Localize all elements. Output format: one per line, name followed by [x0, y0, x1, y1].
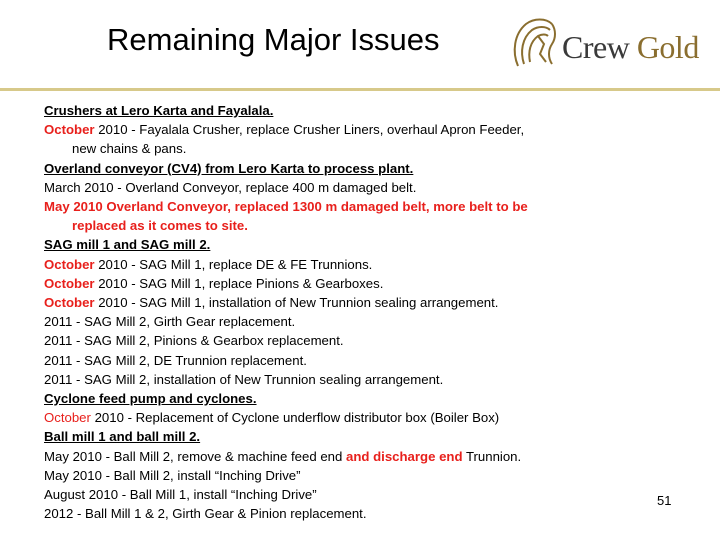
list-item: 2011 - SAG Mill 2, Girth Gear replacement. [44, 314, 296, 330]
issues-list [44, 101, 684, 523]
logo-word-crew: Crew [562, 29, 630, 65]
list-item: October 2010 - Replacement of Cyclone underflow distributor box (Boiler Box) [44, 410, 500, 426]
list-item: 2011 - SAG Mill 2, installation of New Trunnion sealing arrangement. [44, 371, 444, 387]
list-item: May 2010 - Ball Mill 2, remove & machine feed end and discharge end Trunnion. [44, 448, 522, 464]
page-number: 51 [657, 493, 672, 508]
list-item-highlight: May 2010 Overland Conveyor, replaced 1300 m damaged belt, more belt to be [44, 199, 528, 215]
list-item: October 2010 - SAG Mill 1, replace Pinions & Gearboxes. [44, 275, 384, 291]
logo-word-gold: Gold [636, 29, 699, 65]
section-heading-cyclones: Cyclone feed pump and cyclones. [44, 391, 257, 407]
list-item-continuation: replaced as it comes to site. [72, 218, 248, 234]
list-item-continuation: new chains & pans. [72, 141, 187, 157]
lion-emblem-icon [508, 14, 564, 74]
logo-wordmark [562, 29, 699, 66]
header-divider [0, 88, 720, 91]
list-item: March 2010 - Overland Conveyor, replace 400 m damaged belt. [44, 179, 417, 195]
section-heading-sag-mills: SAG mill 1 and SAG mill 2. [44, 237, 211, 253]
list-item: October 2010 - Fayalala Crusher, replace Crusher Liners, overhaul Apron Feeder, [44, 122, 525, 138]
slide-title: Remaining Major Issues [107, 22, 440, 57]
crew-gold-logo [508, 14, 698, 74]
section-heading-crushers: Crushers at Lero Karta and Fayalala. [44, 103, 274, 118]
list-item: October 2010 - SAG Mill 1, replace DE & FE Trunnions. [44, 256, 373, 272]
list-item: August 2010 - Ball Mill 1, install “Inching Drive” [44, 487, 317, 503]
list-item: 2011 - SAG Mill 2, Pinions & Gearbox replacement. [44, 333, 344, 349]
list-item: 2011 - SAG Mill 2, DE Trunnion replacement. [44, 352, 307, 368]
list-item: 2012 - Ball Mill 1 & 2, Girth Gear & Pinion replacement. [44, 506, 367, 522]
section-heading-overland-conveyor: Overland conveyor (CV4) from Lero Karta to process plant. [44, 160, 414, 176]
section-heading-ball-mills: Ball mill 1 and ball mill 2. [44, 429, 201, 445]
list-item: October 2010 - SAG Mill 1, installation of New Trunnion sealing arrangement. [44, 295, 499, 311]
list-item: May 2010 - Ball Mill 2, install “Inching Drive” [44, 467, 301, 483]
